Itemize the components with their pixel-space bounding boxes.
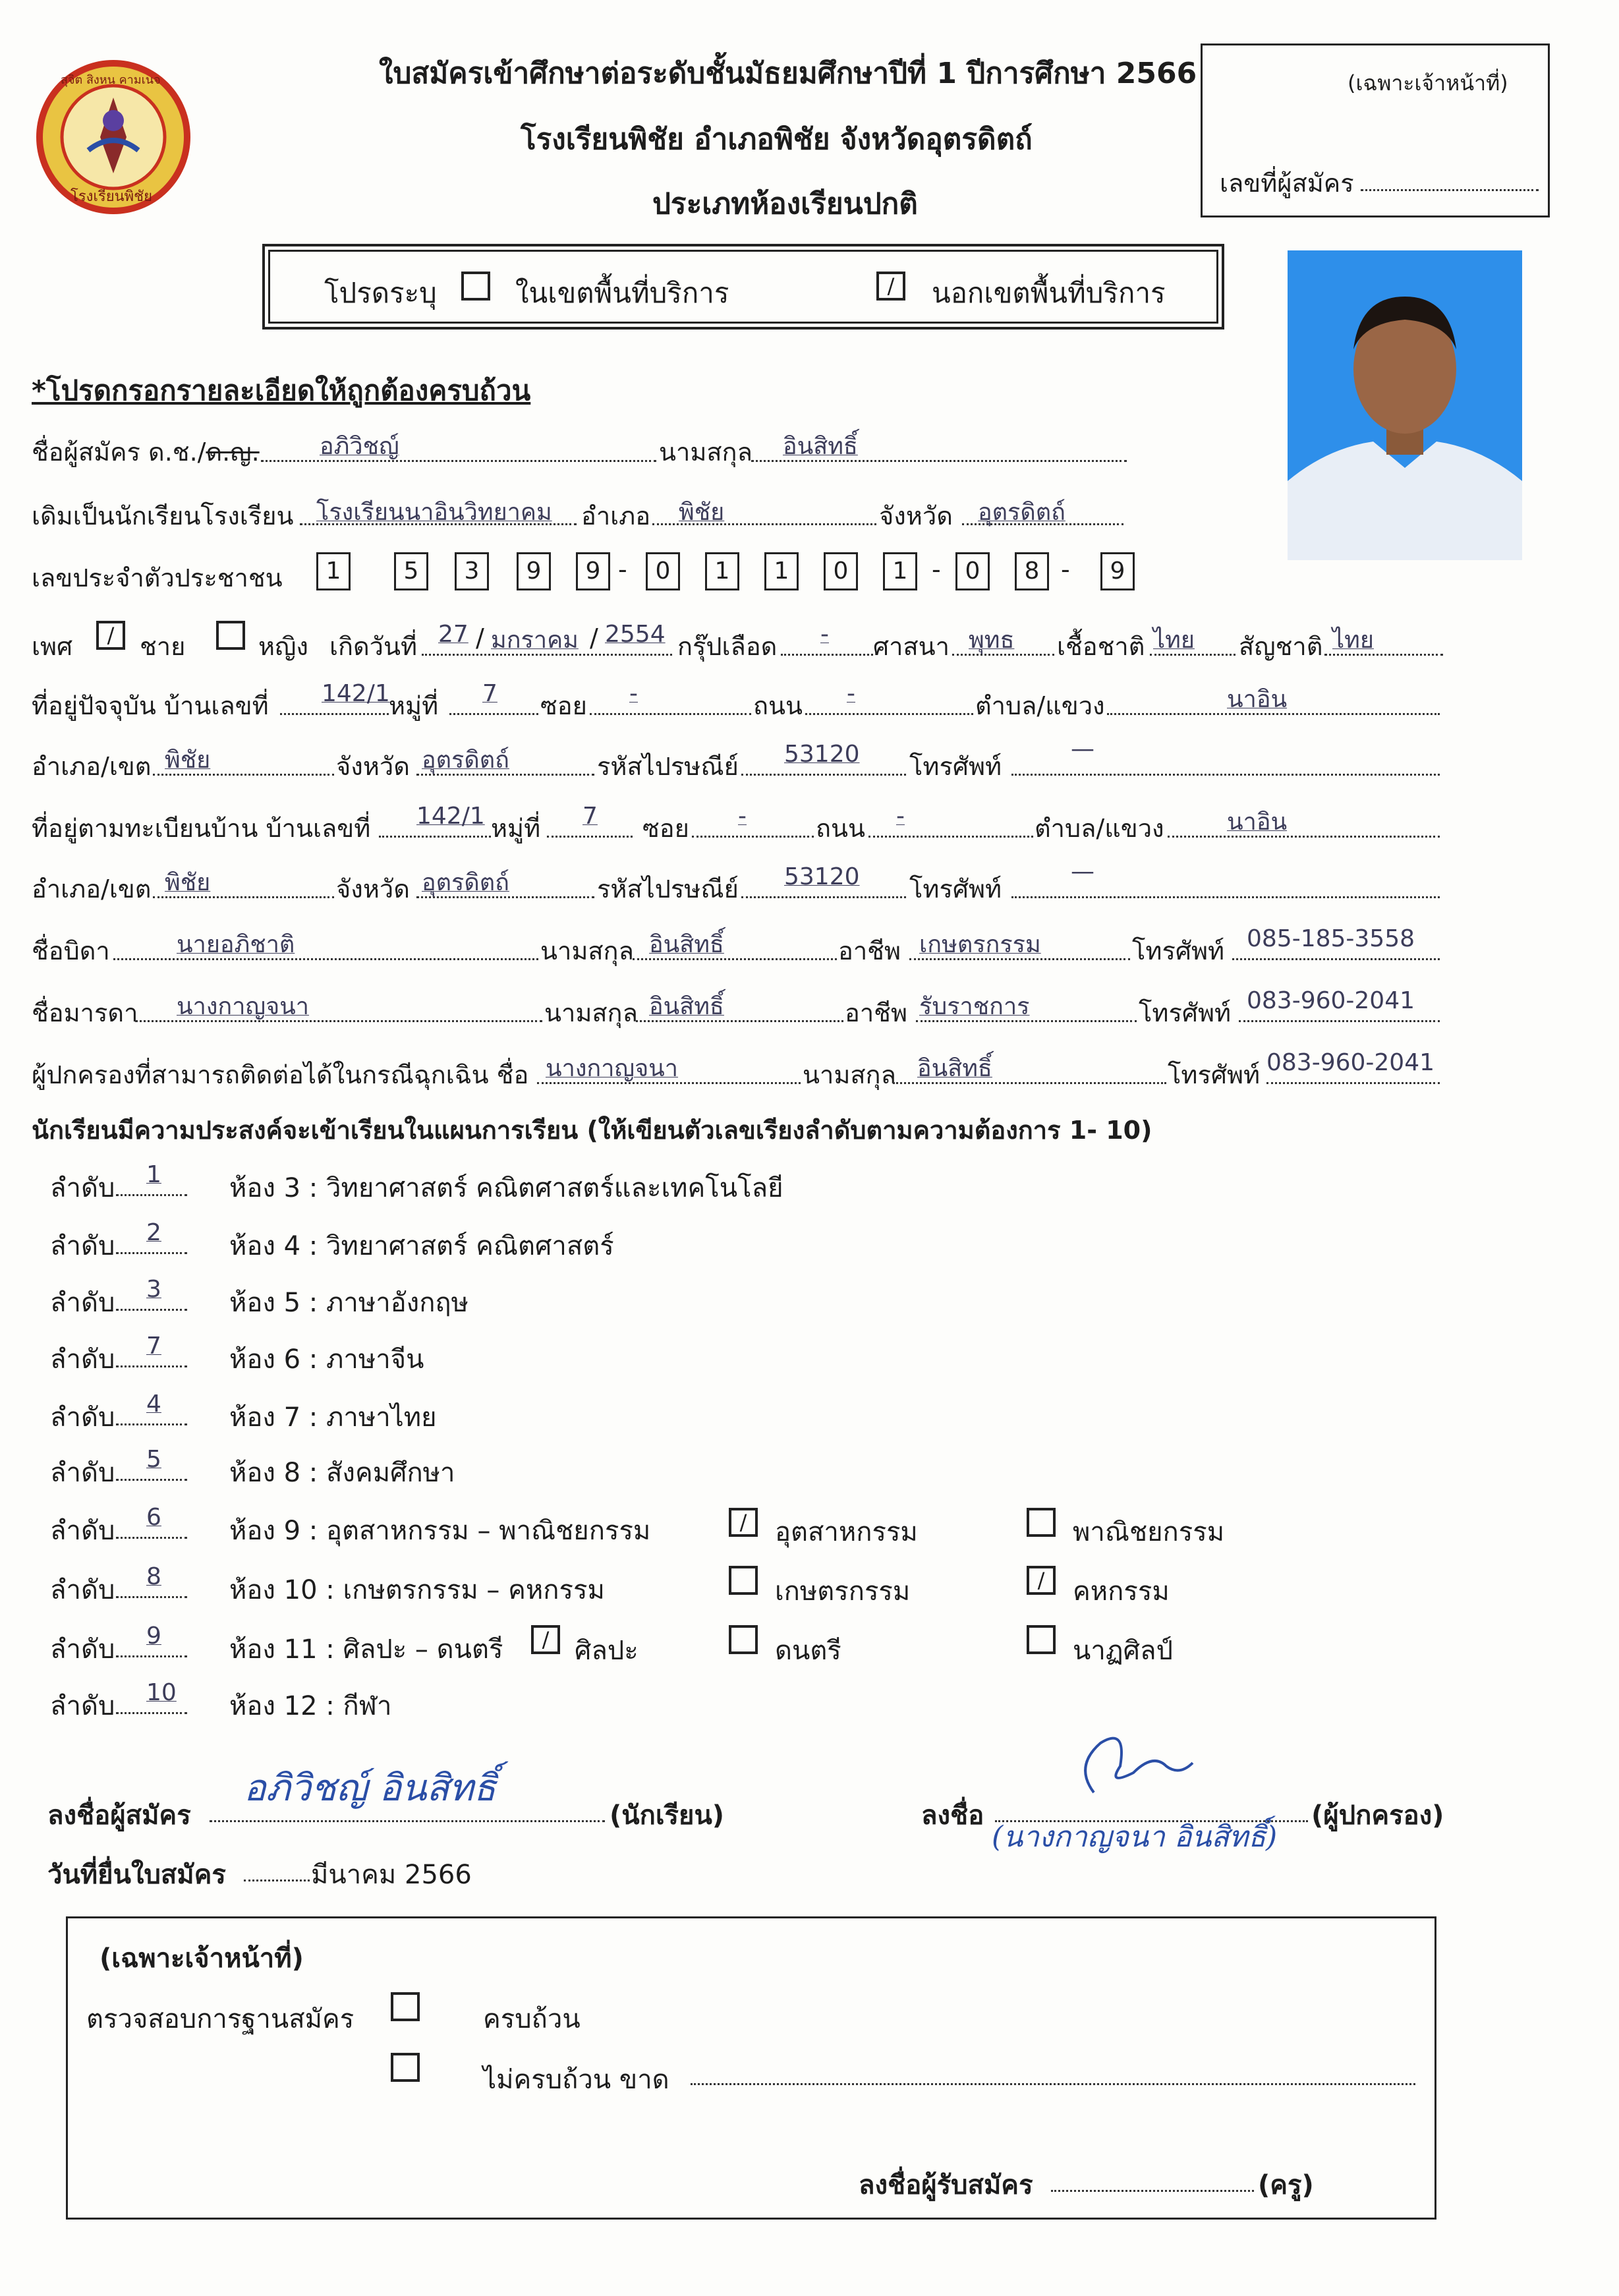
father-phone-label: โทรศัพท์: [1132, 936, 1225, 965]
prev-province-value[interactable]: อุตรดิตถ์: [978, 499, 1065, 526]
birth-year[interactable]: 2554: [605, 621, 666, 648]
cur-moo-label: หมู่ที่: [389, 691, 439, 720]
staff-section: [66, 1916, 1436, 2220]
id-digit-box[interactable]: 8: [1015, 552, 1049, 590]
guardian-label: ผู้ปกครองที่สามารถติดต่อได้ในกรณีฉุกเฉิน ชื่อ: [32, 1060, 529, 1089]
applicant-sign-label: ลงชื่อผู้สมัคร: [47, 1800, 191, 1831]
female-checkbox[interactable]: [216, 621, 245, 650]
plan-room-label: ห้อง 9 : อุตสาหกรรม – พาณิชยกรรม: [229, 1516, 651, 1546]
birth-day[interactable]: 27: [438, 621, 469, 648]
surname-value[interactable]: อินสิทธิ์: [783, 433, 858, 460]
guardian-surname-label: นามสกุล: [803, 1060, 896, 1089]
thai-dance-label: นาฏศิลป์: [1073, 1636, 1173, 1666]
struck-title: ด.ญ.: [206, 438, 260, 467]
mother-surname-label: นามสกุล: [544, 998, 638, 1027]
blood-label: กรุ๊ปเลือด: [677, 632, 778, 661]
guardian-name[interactable]: นางกาญจนา: [546, 1055, 679, 1082]
mother-surname[interactable]: อินสิทธิ์: [649, 993, 724, 1020]
plan-order-value[interactable]: 3: [146, 1276, 161, 1303]
complete-label: ครบถ้วน: [483, 2004, 581, 2034]
plan-order-value[interactable]: 10: [146, 1679, 177, 1706]
mother-phone[interactable]: 083-960-2041: [1247, 987, 1415, 1014]
thai-dance-checkbox[interactable]: [1027, 1625, 1056, 1654]
complete-checkbox[interactable]: [391, 1992, 420, 2021]
father-name[interactable]: นายอภิชาติ: [177, 931, 295, 958]
cur-postcode[interactable]: 53120: [784, 741, 860, 768]
cur-soi[interactable]: -: [629, 680, 638, 707]
reg-address-label: ที่อยู่ตามทะเบียนบ้าน บ้านเลขที่: [32, 814, 371, 843]
id-digit-box[interactable]: 1: [764, 552, 799, 590]
staff-section-heading: (เฉพาะเจ้าหน้าที่): [99, 1943, 304, 1974]
area-inside-label: ในเขตพื้นที่บริการ: [515, 277, 729, 309]
prev-province-label: จังหวัด: [879, 502, 953, 531]
area-box: [262, 244, 1224, 330]
receiver-suffix: (ครู): [1258, 2170, 1314, 2200]
school-logo: [34, 58, 192, 216]
staff-only-heading: (เฉพาะเจ้าหน้าที่): [1348, 71, 1508, 96]
reg-moo-label: หมู่ที่: [491, 814, 541, 843]
plan-order-label: ลำดับ: [50, 1691, 115, 1721]
art-label: ศิลปะ: [575, 1636, 639, 1666]
plan-heading: นักเรียนมีความประสงค์จะเข้าเรียนในแผนการเรียน (ให้เขียนตัวเลขเรียงลำดับตามความต้องการ 1- 10): [32, 1116, 1152, 1145]
logo-text-top: สุจิต สิงหน คามเนจ: [61, 73, 161, 87]
gender-label: เพศ: [32, 632, 73, 661]
agriculture-label: เกษตรกรรม: [775, 1576, 911, 1607]
instruction: *โปรดกรอกรายละเอียดให้ถูกต้องครบถ้วน: [32, 374, 531, 407]
plan-order-label: ลำดับ: [50, 1231, 115, 1261]
plan-order-label: ลำดับ: [50, 1575, 115, 1605]
guardian-signature-scribble: [1067, 1727, 1212, 1806]
check-label: ตรวจสอบการฐานสมัคร: [86, 2004, 355, 2034]
incomplete-checkbox[interactable]: [391, 2053, 420, 2082]
mother-label: ชื่อมารดา: [32, 998, 138, 1027]
receiver-label: ลงชื่อผู้รับสมัคร: [859, 2170, 1033, 2200]
reg-postcode-label: รหัสไปรษณีย์: [597, 875, 739, 904]
religion-label: ศาสนา: [873, 632, 950, 661]
id-separator: -: [618, 555, 627, 584]
plan-order-value[interactable]: 2: [146, 1219, 161, 1246]
id-digit-box[interactable]: 9: [517, 552, 551, 590]
class-type: ประเภทห้องเรียนปกติ: [652, 187, 918, 221]
prev-school-label: เดิมเป็นนักเรียนโรงเรียน: [32, 502, 294, 531]
reg-road[interactable]: -: [896, 803, 905, 830]
plan-room-label: ห้อง 7 : ภาษาไทย: [229, 1402, 437, 1433]
religion-value[interactable]: พุทธ: [969, 627, 1015, 654]
prev-district-value[interactable]: พิชัย: [679, 499, 725, 526]
mother-job[interactable]: รับราชการ: [919, 993, 1030, 1020]
plan-order-label: ลำดับ: [50, 1634, 115, 1665]
cur-postcode-label: รหัสไปรษณีย์: [597, 752, 739, 781]
plan-room-label: ห้อง 3 : วิทยาศาสตร์ คณิตศาสตร์และเทคโนโลยี: [229, 1173, 783, 1203]
male-label: ชาย: [140, 632, 186, 661]
plan-order-label: ลำดับ: [50, 1288, 115, 1318]
cur-subdistrict-label: ตำบล/แขวง: [975, 691, 1105, 720]
reg-soi[interactable]: -: [738, 803, 747, 830]
cur-address-label: ที่อยู่ปัจจุบัน บ้านเลขที่: [32, 691, 269, 720]
plan-room-label: ห้อง 6 : ภาษาจีน: [229, 1344, 424, 1375]
race-value[interactable]: ไทย: [1153, 627, 1195, 654]
plan-room-label: ห้อง 12 : กีฬา: [229, 1691, 392, 1721]
father-surname-label: นามสกุล: [540, 936, 634, 965]
plan-order-label: ลำดับ: [50, 1344, 115, 1375]
commerce-label: พาณิชยกรรม: [1073, 1517, 1225, 1547]
staff-only-box: [1201, 43, 1550, 217]
logo-text-bottom: โรงเรียนพิชัย: [71, 188, 152, 205]
father-label: ชื่อบิดา: [32, 936, 110, 965]
blood-value[interactable]: -: [820, 621, 829, 648]
reg-phone-label: โทรศัพท์: [909, 875, 1002, 904]
father-job[interactable]: เกษตรกรรม: [919, 931, 1041, 958]
area-outside-checkbox[interactable]: /: [876, 272, 905, 301]
reg-house-no[interactable]: 142/1: [416, 803, 485, 830]
mother-job-label: อาชีพ: [845, 998, 907, 1027]
art-checkbox[interactable]: /: [531, 1625, 560, 1654]
cur-phone[interactable]: —: [1071, 735, 1094, 762]
guardian-sign-suffix: (ผู้ปกครอง): [1311, 1800, 1444, 1831]
plan-room-label: ห้อง 10 : เกษตรกรรม – คหกรรม: [229, 1575, 605, 1605]
submit-date-label: วันที่ยื่นใบสมัคร: [47, 1860, 226, 1890]
home-ec-label: คหกรรม: [1073, 1576, 1170, 1607]
birth-month[interactable]: มกราคม: [491, 627, 579, 654]
home-ec-checkbox[interactable]: /: [1027, 1566, 1056, 1595]
music-label: ดนตรี: [775, 1636, 841, 1666]
id-separator: -: [932, 555, 941, 584]
guardian-sign-label: ลงชื่อ: [921, 1800, 984, 1831]
reg-subdistrict-label: ตำบล/แขวง: [1035, 814, 1164, 843]
cur-district[interactable]: พิชัย: [165, 747, 211, 774]
id-digit-box[interactable]: 1: [705, 552, 739, 590]
reg-soi-label: ซอย: [642, 814, 689, 843]
plan-order-value[interactable]: 9: [146, 1622, 161, 1650]
nationality-value[interactable]: ไทย: [1332, 627, 1374, 654]
plan-room-label: ห้อง 8 : สังคมศึกษา: [229, 1458, 455, 1488]
cur-house-no[interactable]: 142/1: [322, 680, 390, 707]
receiver-sign-field[interactable]: [1051, 2190, 1254, 2192]
agriculture-checkbox[interactable]: [729, 1566, 758, 1595]
form-title: ใบสมัครเข้าศึกษาต่อระดับชั้นมัธยมศึกษาปีที่ 1 ปีการศึกษา 2566: [379, 57, 1197, 90]
id-digit-box[interactable]: 5: [394, 552, 428, 590]
plan-order-value[interactable]: 6: [146, 1504, 161, 1531]
race-label: เชื้อชาติ: [1057, 632, 1145, 661]
guardian-phone-label: โทรศัพท์: [1168, 1060, 1261, 1089]
prev-school-value[interactable]: โรงเรียนนาอินวิทยาคม: [316, 499, 552, 526]
plan-order-value[interactable]: 8: [146, 1563, 161, 1590]
plan-order-value[interactable]: 1: [146, 1161, 161, 1188]
reg-postcode[interactable]: 53120: [784, 863, 860, 890]
plan-order-value[interactable]: 5: [146, 1446, 161, 1473]
applicant-signature[interactable]: อภิวิชญ์ อินสิทธิ์: [244, 1767, 496, 1810]
surname-label: นามสกุล: [659, 438, 753, 467]
cur-phone-label: โทรศัพท์: [909, 752, 1002, 781]
plan-order-label: ลำดับ: [50, 1173, 115, 1203]
school-name: โรงเรียนพิชัย อำเภอพิชัย จังหวัดอุตรดิตถ์: [521, 123, 1033, 156]
incomplete-reason-field[interactable]: [691, 2083, 1415, 2085]
area-outside-label: นอกเขตพื้นที่บริการ: [932, 277, 1166, 309]
cur-moo[interactable]: 7: [482, 680, 497, 707]
nationality-label: สัญชาติ: [1239, 632, 1323, 661]
reg-district[interactable]: พิชัย: [165, 869, 211, 896]
id-digit-box[interactable]: 0: [646, 552, 680, 590]
industry-checkbox[interactable]: /: [729, 1508, 758, 1537]
reg-phone[interactable]: —: [1071, 858, 1094, 885]
father-phone[interactable]: 085-185-3558: [1247, 925, 1415, 952]
applicant-no-label: เลขที่ผู้สมัคร: [1220, 169, 1354, 198]
plan-room-label: ห้อง 4 : วิทยาศาสตร์ คณิตศาสตร์: [229, 1231, 614, 1261]
reg-district-label: อำเภอ/เขต: [32, 875, 152, 904]
guardian-surname[interactable]: อินสิทธิ์: [917, 1055, 992, 1082]
applicant-sign-suffix: (นักเรียน): [610, 1800, 725, 1831]
plan-order-label: ลำดับ: [50, 1516, 115, 1546]
cur-subdistrict[interactable]: นาอิน: [1227, 686, 1288, 713]
name-label: ชื่อผู้สมัคร ด.ช./ด.ญ.: [32, 438, 260, 467]
id-digit-box[interactable]: 1: [883, 552, 917, 590]
music-checkbox[interactable]: [729, 1625, 758, 1654]
area-label: โปรดระบุ: [324, 277, 437, 309]
incomplete-label: ไม่ครบถ้วน ขาด: [483, 2065, 669, 2095]
id-digit-box[interactable]: 9: [576, 552, 610, 590]
plan-order-label: ลำดับ: [50, 1458, 115, 1488]
cur-soi-label: ซอย: [540, 691, 587, 720]
mother-phone-label: โทรศัพท์: [1139, 998, 1232, 1027]
plan-order-label: ลำดับ: [50, 1402, 115, 1433]
plan-room-label: ห้อง 11 : ศิลปะ – ดนตรี: [229, 1634, 503, 1665]
female-label: หญิง: [258, 632, 308, 661]
birth-label: เกิดวันที่: [329, 632, 418, 661]
prev-district-label: อำเภอ: [581, 502, 651, 531]
reg-province-label: จังหวัด: [336, 875, 410, 904]
cur-district-label: อำเภอ/เขต: [32, 752, 152, 781]
id-digit-box[interactable]: 0: [824, 552, 858, 590]
mother-name[interactable]: นางกาญจนา: [177, 993, 310, 1020]
applicant-no-field[interactable]: [1361, 189, 1539, 191]
id-digit-box[interactable]: 0: [955, 552, 990, 590]
plan-room-label: ห้อง 5 : ภาษาอังกฤษ: [229, 1288, 469, 1318]
first-name-value[interactable]: อภิวิชญ์: [320, 433, 399, 460]
cur-road-label: ถนน: [753, 691, 803, 720]
reg-subdistrict[interactable]: นาอิน: [1227, 809, 1288, 836]
father-job-label: อาชีพ: [838, 936, 901, 965]
cur-province[interactable]: อุตรดิตถ์: [422, 747, 509, 774]
id-digit-box[interactable]: 3: [455, 552, 489, 590]
applicant-photo: [1288, 250, 1522, 560]
guardian-signature[interactable]: (นางกาญจนา อินสิทธิ์): [992, 1820, 1278, 1854]
reg-road-label: ถนน: [816, 814, 865, 843]
father-surname[interactable]: อินสิทธิ์: [649, 931, 724, 958]
plan-order-value[interactable]: 4: [146, 1391, 161, 1418]
industry-label: อุตสาหกรรม: [775, 1517, 918, 1547]
cur-province-label: จังหวัด: [336, 752, 410, 781]
reg-province[interactable]: อุตรดิตถ์: [422, 869, 509, 896]
commerce-checkbox[interactable]: [1027, 1508, 1056, 1537]
area-inside-checkbox[interactable]: [461, 272, 490, 301]
male-checkbox[interactable]: /: [96, 621, 125, 650]
guardian-phone[interactable]: 083-960-2041: [1266, 1049, 1435, 1076]
id-separator: -: [1061, 555, 1070, 584]
reg-moo[interactable]: 7: [582, 803, 598, 830]
id-digit-box[interactable]: 1: [316, 552, 351, 590]
plan-order-value[interactable]: 7: [146, 1333, 161, 1360]
submit-date-value[interactable]: มีนาคม 2566: [311, 1860, 472, 1890]
cur-road[interactable]: -: [847, 680, 855, 707]
id-digit-box[interactable]: 9: [1100, 552, 1135, 590]
id-label: เลขประจำตัวประชาชน: [32, 563, 283, 592]
